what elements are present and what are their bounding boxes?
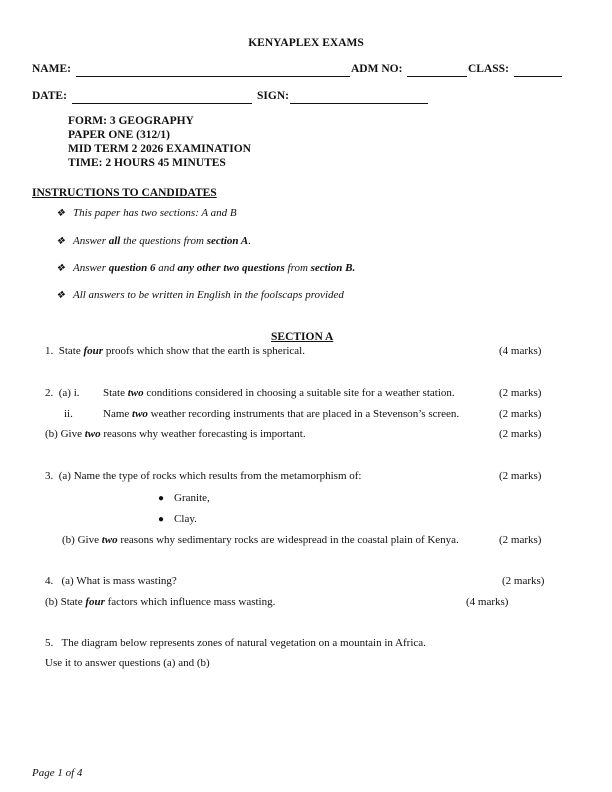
- question-4b: (b) State four factors which influence mass wasting.: [45, 596, 276, 608]
- marks-label: (2 marks): [502, 575, 545, 587]
- paper-number: PAPER ONE (312/1): [68, 129, 171, 141]
- adm-field-line[interactable]: [407, 76, 467, 77]
- date-field-line[interactable]: [72, 103, 252, 104]
- paper-exam: MID TERM 2 2026 EXAMINATION: [68, 143, 251, 155]
- question-4a: 4. (a) What is mass wasting?: [45, 575, 177, 587]
- question-2a-ii-text: Name two weather recording instruments that are placed in a Stevenson’s screen.: [103, 408, 460, 420]
- marks-label: (4 marks): [466, 596, 509, 608]
- diamond-bullet-icon: ❖: [56, 290, 65, 301]
- question-2b: (b) Give two reasons why weather forecasting is important.: [45, 428, 306, 440]
- question-3b: (b) Give two reasons why sedimentary rocks are widespread in the coastal plain of Kenya.: [62, 534, 459, 546]
- paper-time: TIME: 2 HOURS 45 MINUTES: [68, 157, 226, 169]
- class-field-line[interactable]: [514, 76, 562, 77]
- marks-label: (2 marks): [499, 534, 542, 546]
- marks-label: (4 marks): [499, 345, 542, 357]
- paper-info: [68, 114, 251, 170]
- question-5: 5. The diagram below represents zones of natural vegetation on a mountain in Africa.: [45, 637, 426, 649]
- paper-form: FORM: 3 GEOGRAPHY: [68, 115, 194, 127]
- diamond-bullet-icon: ❖: [56, 236, 65, 247]
- marks-label: (2 marks): [499, 387, 542, 399]
- bullet-icon: ●: [158, 493, 165, 504]
- sign-label: SIGN:: [257, 90, 289, 102]
- instructions-heading: INSTRUCTIONS TO CANDIDATES: [32, 187, 217, 199]
- section-a-heading: SECTION A: [271, 331, 334, 343]
- bullet-icon: ●: [158, 514, 165, 525]
- list-item: ● Clay.: [158, 513, 197, 525]
- list-item: ● Granite,: [158, 492, 210, 504]
- diamond-bullet-icon: ❖: [56, 263, 65, 274]
- marks-label: (2 marks): [499, 408, 542, 420]
- instruction-item: ❖ Answer question 6 and any other two questions from section B.: [56, 262, 356, 274]
- question-1: 1. State four proofs which show that the earth is spherical.: [45, 345, 305, 357]
- name-label: NAME:: [32, 63, 71, 75]
- instruction-item: ❖ Answer all the questions from section A.: [56, 235, 251, 247]
- adm-label: ADM NO:: [351, 63, 403, 75]
- name-field-line[interactable]: [76, 76, 350, 77]
- instruction-item: ❖ This paper has two sections: A and B: [56, 207, 237, 219]
- question-2a-ii-label: ii.: [64, 408, 73, 420]
- question-5-instruction: Use it to answer questions (a) and (b): [45, 657, 210, 669]
- question-2a-i: 2. (a) i.: [45, 387, 80, 399]
- class-label: CLASS:: [468, 63, 509, 75]
- question-3a: 3. (a) Name the type of rocks which results from the metamorphism of:: [45, 470, 362, 482]
- date-label: DATE:: [32, 90, 67, 102]
- marks-label: (2 marks): [499, 470, 542, 482]
- diamond-bullet-icon: ❖: [56, 208, 65, 219]
- page-number: Page 1 of 4: [32, 767, 83, 779]
- sign-field-line[interactable]: [290, 103, 428, 104]
- instruction-item: ❖ All answers to be written in English in the foolscaps provided: [56, 289, 344, 301]
- question-2a-i-text: State two conditions considered in choosing a suitable site for a weather station.: [103, 387, 455, 399]
- marks-label: (2 marks): [499, 428, 542, 440]
- exam-title: KENYAPLEX EXAMS: [248, 37, 364, 49]
